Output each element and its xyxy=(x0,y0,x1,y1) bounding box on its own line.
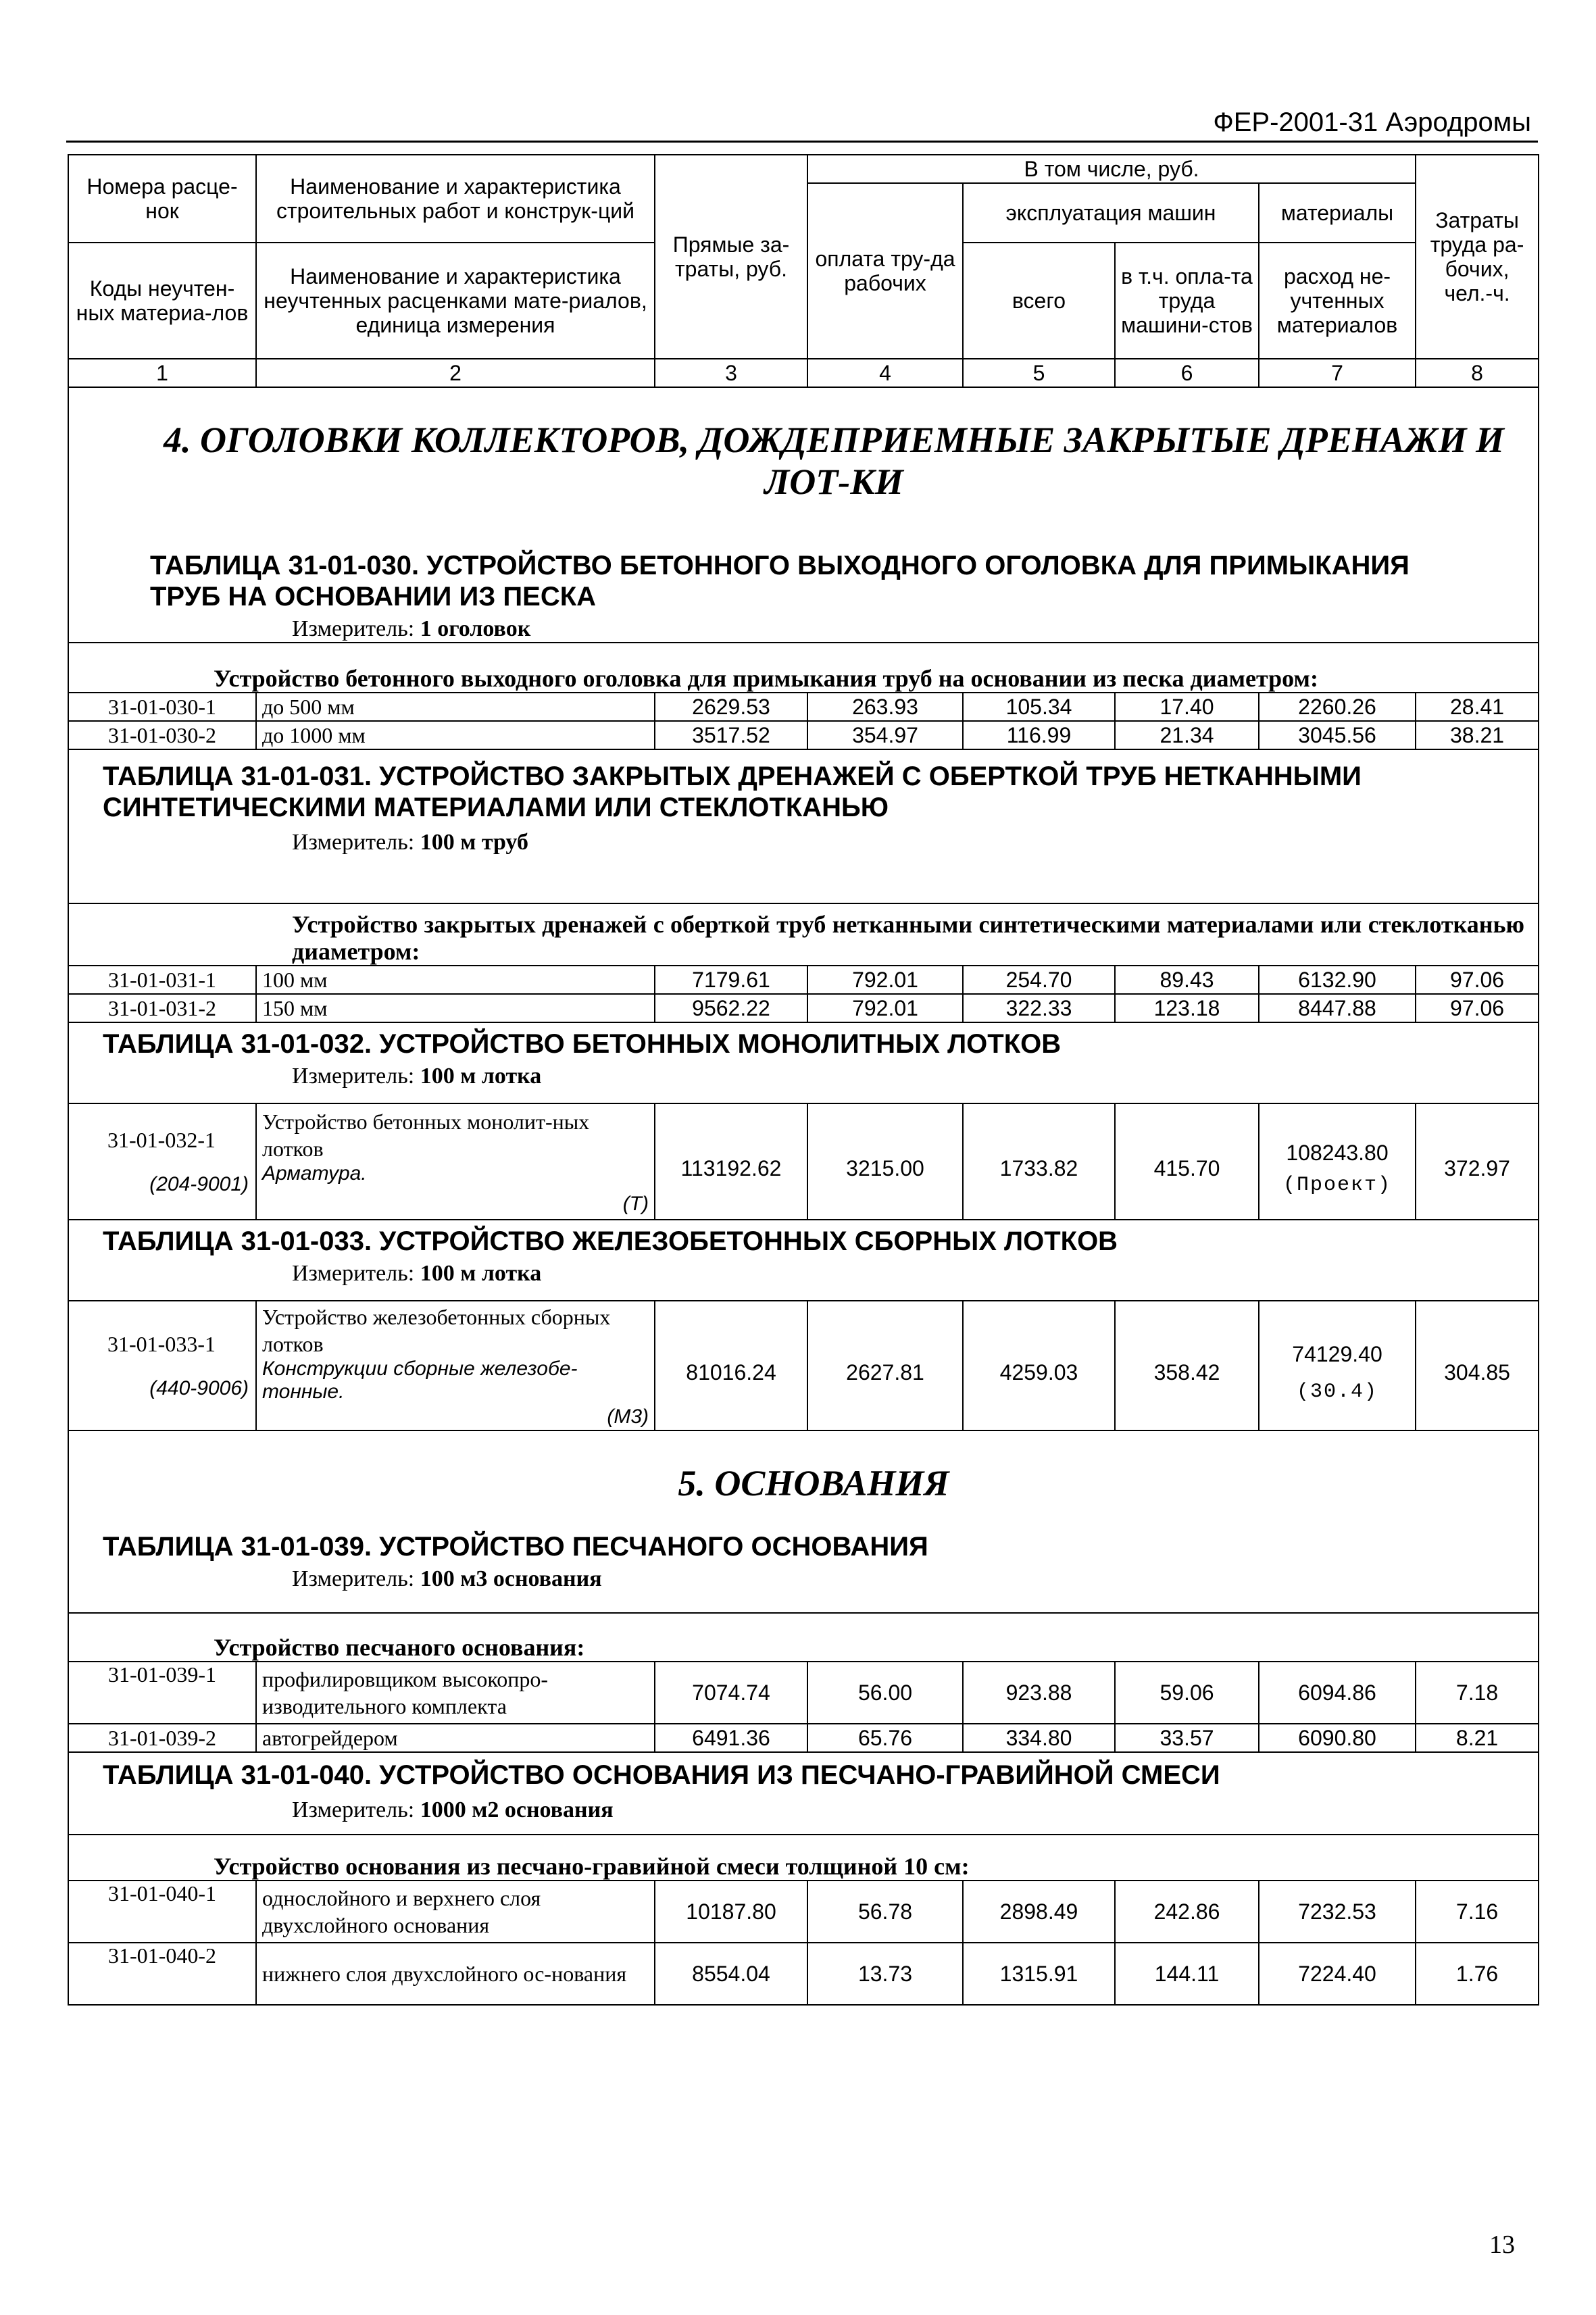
table-title: ТАБЛИЦА 31-01-040. УСТРОЙСТВО ОСНОВАНИЯ ИЗ ПЕСЧАНО-ГРАВИЙНОЙ СМЕСИ xyxy=(103,1760,1220,1790)
col-number: 6 xyxy=(1115,359,1259,387)
work-name: 100 мм xyxy=(256,966,655,994)
machinist-wages: 21.34 xyxy=(1115,721,1259,749)
work-name: Устройство железобетонных сборных лотков xyxy=(262,1304,611,1356)
wages: 792.01 xyxy=(807,994,963,1022)
direct-costs: 3517.52 xyxy=(655,721,807,749)
col-number: 7 xyxy=(1259,359,1416,387)
section-title: 5. ОСНОВАНИЯ xyxy=(678,1463,949,1503)
direct-costs: 113192.62 xyxy=(655,1103,807,1220)
rate-code: 31-01-032-1 xyxy=(107,1127,216,1152)
materials: 8447.88 xyxy=(1259,994,1416,1022)
table-row xyxy=(68,1881,1539,1943)
machinist-wages: 89.43 xyxy=(1115,966,1259,994)
meter-label: Измеритель: xyxy=(292,1797,415,1822)
meter-value: 1000 м2 основания xyxy=(420,1797,614,1822)
work-name: до 500 мм xyxy=(256,693,655,721)
rate-code: 31-01-030-1 xyxy=(68,693,256,721)
machines-total: 4259.03 xyxy=(963,1301,1115,1430)
table-title: ТАБЛИЦА 31-01-039. УСТРОЙСТВО ПЕСЧАНОГО ОСНОВАНИЯ xyxy=(103,1532,928,1562)
work-name: Устройство бетонных монолит-ных лотков xyxy=(262,1109,590,1161)
rate-code: 31-01-031-2 xyxy=(68,994,256,1022)
materials: 6094.86 xyxy=(1259,1662,1416,1724)
col-header-machines-total: всего xyxy=(963,243,1115,359)
machines-total: 105.34 xyxy=(963,693,1115,721)
subheader-row xyxy=(68,1835,1539,1881)
material-quantity: (30.4) xyxy=(1297,1380,1378,1403)
running-header xyxy=(66,96,1538,143)
table-040-heading xyxy=(68,1752,1539,1835)
material-name: Конструкции сборные железобе-тонные. xyxy=(262,1357,578,1403)
machinist-wages: 415.70 xyxy=(1115,1103,1259,1220)
table-row xyxy=(68,966,1539,994)
wages: 65.76 xyxy=(807,1724,963,1752)
labor: 1.76 xyxy=(1416,1943,1539,2005)
meter-label: Измеритель: xyxy=(292,1261,415,1286)
col-number: 8 xyxy=(1416,359,1539,387)
table-row xyxy=(68,1724,1539,1752)
rate-code: 31-01-031-1 xyxy=(68,966,256,994)
meter-value: 100 м труб xyxy=(420,830,528,855)
subheader-row xyxy=(68,1613,1539,1662)
meter-line xyxy=(103,1797,1524,1823)
rate-code: 31-01-039-1 xyxy=(68,1662,256,1724)
section-4-block xyxy=(68,387,1539,643)
rate-code-cell xyxy=(68,1301,256,1430)
estimate-table xyxy=(68,154,1539,2006)
materials: 3045.56 xyxy=(1259,721,1416,749)
table-031-heading xyxy=(68,749,1539,903)
col-number: 1 xyxy=(68,359,256,387)
section-5-block xyxy=(68,1430,1539,1613)
labor: 28.41 xyxy=(1416,693,1539,721)
machines-total: 1733.82 xyxy=(963,1103,1115,1220)
machinist-wages: 242.86 xyxy=(1115,1881,1259,1943)
labor: 38.21 xyxy=(1416,721,1539,749)
section-title: 4. ОГОЛОВКИ КОЛЛЕКТОРОВ, ДОЖДЕПРИЕМНЫЕ ЗАКРЫТЫЕ ДРЕНАЖИ И ЛОТ-КИ xyxy=(164,420,1504,502)
meter-label: Измеритель: xyxy=(292,616,415,641)
subheader-text: Устройство основания из песчано-гравийной смеси толщиной 10 см: xyxy=(68,1835,1539,1881)
direct-costs: 7074.74 xyxy=(655,1662,807,1724)
machinist-wages: 59.06 xyxy=(1115,1662,1259,1724)
materials-cell xyxy=(1259,1103,1416,1220)
col-header-unaccounted-materials: расход не-учтенных материалов xyxy=(1259,243,1416,359)
material-quantity: (Проект) xyxy=(1283,1173,1392,1197)
col-header-wages: оплата тру-да рабочих xyxy=(807,183,963,359)
meter-label: Измеритель: xyxy=(292,830,415,855)
material-unit: (М3) xyxy=(607,1405,649,1428)
direct-costs: 9562.22 xyxy=(655,994,807,1022)
materials-cell xyxy=(1259,1301,1416,1430)
rate-code: 31-01-040-2 xyxy=(68,1943,256,2005)
material-name: Арматура. xyxy=(262,1162,367,1185)
labor: 304.85 xyxy=(1416,1301,1539,1430)
col-header-rate-numbers: Номера расце-нок xyxy=(68,155,256,243)
materials: 74129.40 xyxy=(1292,1341,1382,1366)
materials: 7224.40 xyxy=(1259,1943,1416,2005)
wages: 56.00 xyxy=(807,1662,963,1724)
work-name: профилировщиком высокопро-изводительного комплекта xyxy=(256,1662,655,1724)
materials: 6132.90 xyxy=(1259,966,1416,994)
wages: 792.01 xyxy=(807,966,963,994)
labor: 97.06 xyxy=(1416,966,1539,994)
wages: 56.78 xyxy=(807,1881,963,1943)
work-name: автогрейдером xyxy=(256,1724,655,1752)
table-row xyxy=(68,1662,1539,1724)
meter-line xyxy=(103,1261,1524,1287)
subheader-text: Устройство бетонного выходного оголовка для примыкания труб на основании из песка диаметром: xyxy=(68,643,1539,693)
work-name: 150 мм xyxy=(256,994,655,1022)
work-name-cell xyxy=(256,1301,655,1430)
wages: 263.93 xyxy=(807,693,963,721)
table-title: ТАБЛИЦА 31-01-030. УСТРОЙСТВО БЕТОННОГО ВЫХОДНОГО ОГОЛОВКА ДЛЯ ПРИМЫКАНИЯ ТРУБ НА ОСНОВАНИИ ИЗ ПЕСКА xyxy=(150,551,1410,612)
material-code: (204-9001) xyxy=(149,1172,249,1195)
subheader-text: Устройство закрытых дренажей с оберткой труб нетканными синтетическими материалами или стеклотканью диаметром: xyxy=(68,903,1539,966)
page-number: 13 xyxy=(1489,2231,1515,2259)
labor: 372.97 xyxy=(1416,1103,1539,1220)
table-row xyxy=(68,721,1539,749)
machinist-wages: 17.40 xyxy=(1115,693,1259,721)
rate-code: 31-01-033-1 xyxy=(107,1331,216,1356)
document-id: ФЕР-2001-31 Аэродромы xyxy=(1213,107,1531,137)
meter-line xyxy=(103,1566,1524,1592)
labor: 7.18 xyxy=(1416,1662,1539,1724)
header-row-1 xyxy=(68,155,1539,183)
machinist-wages: 358.42 xyxy=(1115,1301,1259,1430)
direct-costs: 81016.24 xyxy=(655,1301,807,1430)
table-row xyxy=(68,693,1539,721)
work-name: однослойного и верхнего слоя двухслойного основания xyxy=(256,1881,655,1943)
wages: 13.73 xyxy=(807,1943,963,2005)
direct-costs: 6491.36 xyxy=(655,1724,807,1752)
table-row xyxy=(68,994,1539,1022)
col-header-including: В том числе, руб. xyxy=(807,155,1416,183)
col-header-machinist-wages: в т.ч. опла-та труда машини-стов xyxy=(1115,243,1259,359)
wages: 3215.00 xyxy=(807,1103,963,1220)
meter-label: Измеритель: xyxy=(292,1064,415,1089)
materials: 7232.53 xyxy=(1259,1881,1416,1943)
subheader-row xyxy=(68,643,1539,693)
machines-total: 334.80 xyxy=(963,1724,1115,1752)
work-name-cell xyxy=(256,1103,655,1220)
col-header-material-names: Наименование и характеристика неучтенных расценками мате-риалов, единица измерения xyxy=(256,243,655,359)
machines-total: 116.99 xyxy=(963,721,1115,749)
machines-total: 254.70 xyxy=(963,966,1115,994)
materials: 6090.80 xyxy=(1259,1724,1416,1752)
table-title: ТАБЛИЦА 31-01-032. УСТРОЙСТВО БЕТОННЫХ МОНОЛИТНЫХ ЛОТКОВ xyxy=(103,1029,1062,1059)
rate-code: 31-01-039-2 xyxy=(68,1724,256,1752)
table-title: ТАБЛИЦА 31-01-033. УСТРОЙСТВО ЖЕЛЕЗОБЕТОННЫХ СБОРНЫХ ЛОТКОВ xyxy=(103,1226,1118,1256)
machinist-wages: 33.57 xyxy=(1115,1724,1259,1752)
rate-code-cell xyxy=(68,1103,256,1220)
machines-total: 923.88 xyxy=(963,1662,1115,1724)
machines-total: 1315.91 xyxy=(963,1943,1115,2005)
labor: 7.16 xyxy=(1416,1881,1539,1943)
subheader-text: Устройство песчаного основания: xyxy=(68,1613,1539,1662)
table-row xyxy=(68,1943,1539,2005)
table-title: ТАБЛИЦА 31-01-031. УСТРОЙСТВО ЗАКРЫТЫХ ДРЕНАЖЕЙ С ОБЕРТКОЙ ТРУБ НЕТКАННЫМИ СИНТЕТИЧЕСКИМИ МАТЕРИАЛАМИ ИЛИ СТЕКЛОТКАНЬЮ xyxy=(103,762,1362,822)
col-number: 4 xyxy=(807,359,963,387)
direct-costs: 10187.80 xyxy=(655,1881,807,1943)
col-number: 5 xyxy=(963,359,1115,387)
machines-total: 2898.49 xyxy=(963,1881,1115,1943)
materials: 108243.80 xyxy=(1286,1140,1389,1165)
work-name: нижнего слоя двухслойного ос-нования xyxy=(256,1943,655,2005)
machinist-wages: 144.11 xyxy=(1115,1943,1259,2005)
subheader-row xyxy=(68,903,1539,966)
labor: 97.06 xyxy=(1416,994,1539,1022)
meter-line xyxy=(103,830,1457,855)
meter-label: Измеритель: xyxy=(292,1566,415,1591)
material-code: (440-9006) xyxy=(149,1376,249,1399)
labor: 8.21 xyxy=(1416,1724,1539,1752)
rate-code: 31-01-030-2 xyxy=(68,721,256,749)
machinist-wages: 123.18 xyxy=(1115,994,1259,1022)
work-name: до 1000 мм xyxy=(256,721,655,749)
col-header-direct-costs: Прямые за-траты, руб. xyxy=(655,155,807,359)
direct-costs: 8554.04 xyxy=(655,1943,807,2005)
column-numbers-row xyxy=(68,359,1539,387)
col-header-labor: Затраты труда ра-бочих, чел.-ч. xyxy=(1416,155,1539,359)
meter-line xyxy=(103,1064,1524,1089)
col-number: 2 xyxy=(256,359,655,387)
wages: 2627.81 xyxy=(807,1301,963,1430)
meter-value: 100 м лотка xyxy=(420,1064,542,1089)
rate-code: 31-01-040-1 xyxy=(68,1881,256,1943)
meter-line xyxy=(150,616,1518,642)
direct-costs: 7179.61 xyxy=(655,966,807,994)
materials: 2260.26 xyxy=(1259,693,1416,721)
col-header-work-name: Наименование и характеристика строительных работ и конструк-ций xyxy=(256,155,655,243)
meter-value: 100 м лотка xyxy=(420,1261,542,1286)
machines-total: 322.33 xyxy=(963,994,1115,1022)
wages: 354.97 xyxy=(807,721,963,749)
col-header-machines: эксплуатация машин xyxy=(963,183,1259,243)
direct-costs: 2629.53 xyxy=(655,693,807,721)
table-row xyxy=(68,1301,1539,1430)
meter-value: 100 м3 основания xyxy=(420,1566,602,1591)
table-row xyxy=(68,1103,1539,1220)
table-032-heading xyxy=(68,1022,1539,1103)
meter-value: 1 оголовок xyxy=(420,616,531,641)
table-033-heading xyxy=(68,1220,1539,1301)
col-number: 3 xyxy=(655,359,807,387)
col-header-material-codes: Коды неучтен-ных материа-лов xyxy=(68,243,256,359)
material-unit: (Т) xyxy=(622,1192,649,1215)
col-header-materials: материалы xyxy=(1259,183,1416,243)
